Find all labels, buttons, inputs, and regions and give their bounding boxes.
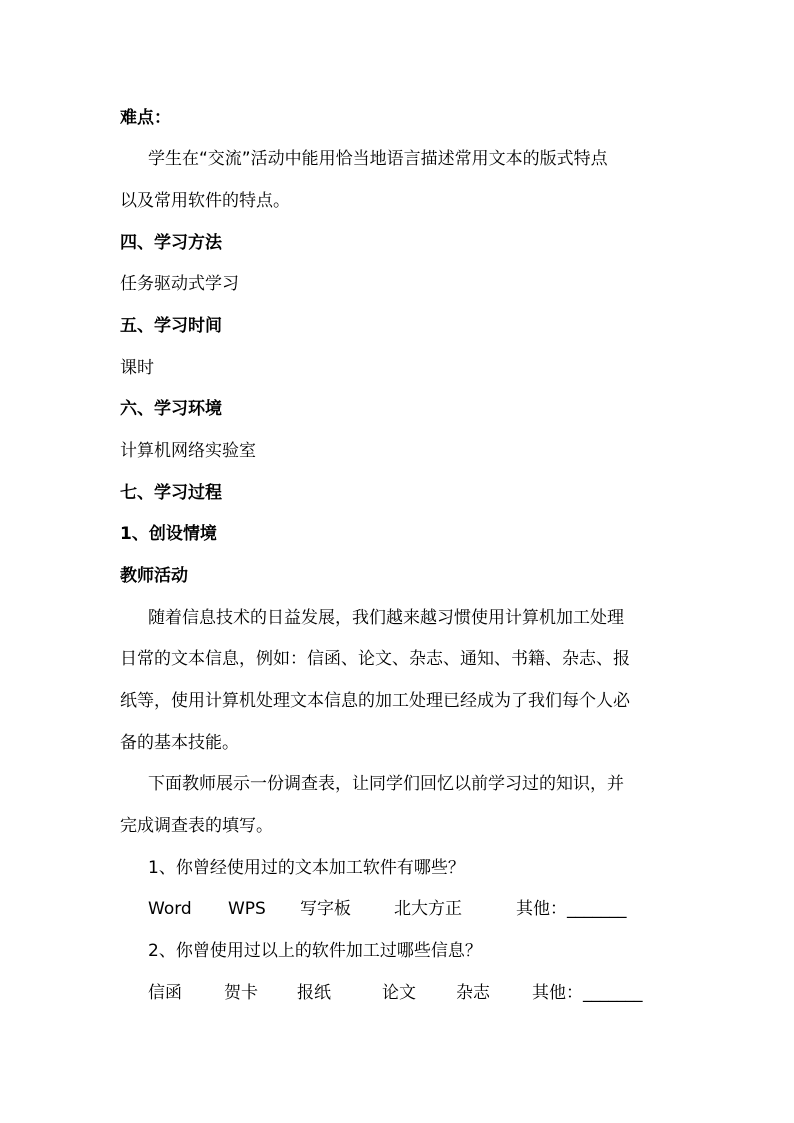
paragraph-1-line-2: 日常的文本信息，例如：信函、论文、杂志、通知、书籍、杂志、报: [120, 649, 630, 669]
option-other-2: 其他：_______: [532, 983, 643, 1003]
question-1: 1、你曾经使用过的文本加工软件有哪些？: [148, 858, 465, 878]
option-magazine: 杂志: [456, 983, 490, 1003]
teacher-activity-title: 教师活动: [120, 566, 188, 586]
section-7-title: 七、学习过程: [120, 483, 222, 503]
question-2-options: [0, 981, 794, 1005]
section-4-title: 四、学习方法: [120, 233, 222, 253]
subsection-1-title: 1、创设情境: [120, 524, 217, 544]
option-greeting-card: 贺卡: [224, 983, 258, 1003]
paragraph-2-line-1: 下面教师展示一份调查表，让同学们回忆以前学习过的知识，并: [148, 774, 624, 794]
difficulty-text-line-1: 学生在“交流”活动中能用恰当地语言描述常用文本的版式特点: [148, 149, 608, 169]
paragraph-1-line-4: 备的基本技能。: [120, 733, 239, 753]
question-2: 2、你曾使用过以上的软件加工过哪些信息？: [148, 941, 482, 961]
paragraph-1-line-1: 随着信息技术的日益发展，我们越来越习惯使用计算机加工处理: [148, 608, 624, 628]
option-other-1: 其他：_______: [516, 899, 627, 919]
heading-difficulty: 难点：: [120, 108, 171, 128]
option-thesis: 论文: [382, 983, 416, 1003]
paragraph-1-line-3: 纸等，使用计算机处理文本信息的加工处理已经成为了我们每个人必: [120, 691, 630, 711]
option-wps: WPS: [228, 899, 266, 919]
paragraph-2-line-2: 完成调查表的填写。: [120, 816, 273, 836]
difficulty-text-line-2: 以及常用软件的特点。: [120, 191, 290, 211]
option-founder: 北大方正: [394, 899, 462, 919]
section-6-title: 六、学习环境: [120, 399, 222, 419]
section-4-body: 任务驱动式学习: [120, 274, 239, 294]
section-6-body: 计算机网络实验室: [120, 441, 256, 461]
section-5-body: 课时: [120, 358, 154, 378]
option-word: Word: [148, 899, 192, 919]
question-1-options: [0, 897, 794, 921]
option-wordpad: 写字板: [300, 899, 351, 919]
option-newspaper: 报纸: [297, 983, 331, 1003]
section-5-title: 五、学习时间: [120, 316, 222, 336]
option-letter: 信函: [148, 983, 182, 1003]
